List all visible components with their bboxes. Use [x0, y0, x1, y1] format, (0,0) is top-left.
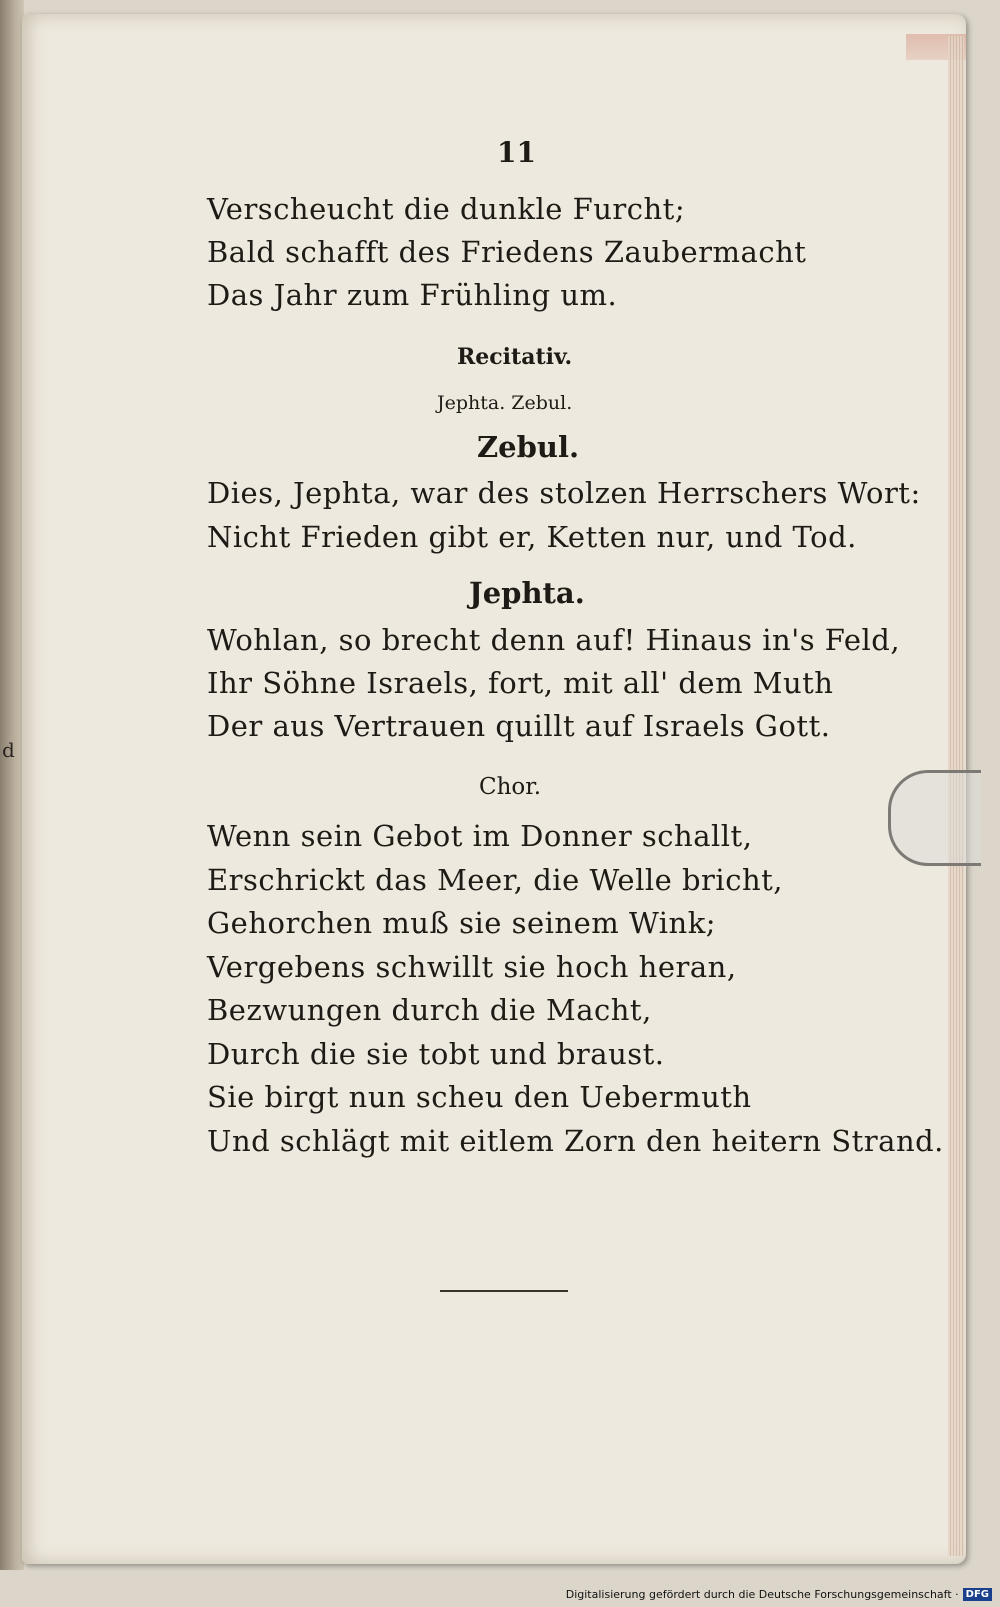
- stanza-line: Bald schafft des Friedens Zaubermacht: [207, 235, 807, 269]
- footer-credit: [566, 1588, 992, 1601]
- chorus-line: Erschrickt das Meer, die Welle bricht,: [207, 863, 783, 897]
- verse-line: Nicht Frieden gibt er, Ketten nur, und Tod.: [207, 520, 857, 554]
- verse-line: Der aus Vertrauen quillt auf Israels Gott.: [207, 709, 831, 743]
- verse-line: Dies, Jephta, war des stolzen Herrschers Wort:: [207, 476, 921, 510]
- left-page-fragment: d: [2, 738, 15, 762]
- chorus-line: Gehorchen muß sie seinem Wink;: [207, 906, 717, 940]
- section-heading-chor: Chor.: [479, 774, 542, 800]
- left-page-edge: [0, 0, 24, 1570]
- speaker-zebul: Zebul.: [477, 430, 580, 464]
- stanza-line: Das Jahr zum Frühling um.: [207, 278, 618, 312]
- roles-line: Jephta. Zebul.: [437, 392, 573, 414]
- closing-rule: [440, 1290, 568, 1292]
- chorus-line: Durch die sie tobt und braust.: [207, 1037, 665, 1071]
- verse-line: Wohlan, so brecht denn auf! Hinaus in's Feld,: [207, 623, 901, 657]
- chorus-line: Bezwungen durch die Macht,: [207, 993, 652, 1027]
- verse-line: Ihr Söhne Israels, fort, mit all' dem Muth: [207, 666, 834, 700]
- page-number: 11: [497, 136, 536, 169]
- stanza-line: Verscheucht die dunkle Furcht;: [207, 192, 686, 226]
- chorus-line: Vergebens schwillt sie hoch heran,: [207, 950, 737, 984]
- paper-clip: [888, 770, 981, 866]
- book-page: [22, 14, 966, 1564]
- section-heading-recitativ: Recitativ.: [457, 344, 573, 370]
- chorus-line: Wenn sein Gebot im Donner schallt,: [207, 819, 753, 853]
- dfg-logo-icon: DFG: [963, 1588, 992, 1601]
- speaker-jephta: Jephta.: [469, 576, 585, 610]
- chorus-line: Sie birgt nun scheu den Uebermuth: [207, 1080, 752, 1114]
- footer-text: Digitalisierung gefördert durch die Deutsche Forschungsgemeinschaft ·: [565, 1588, 959, 1601]
- chorus-line: Und schlägt mit eitlem Zorn den heitern Strand.: [207, 1124, 944, 1158]
